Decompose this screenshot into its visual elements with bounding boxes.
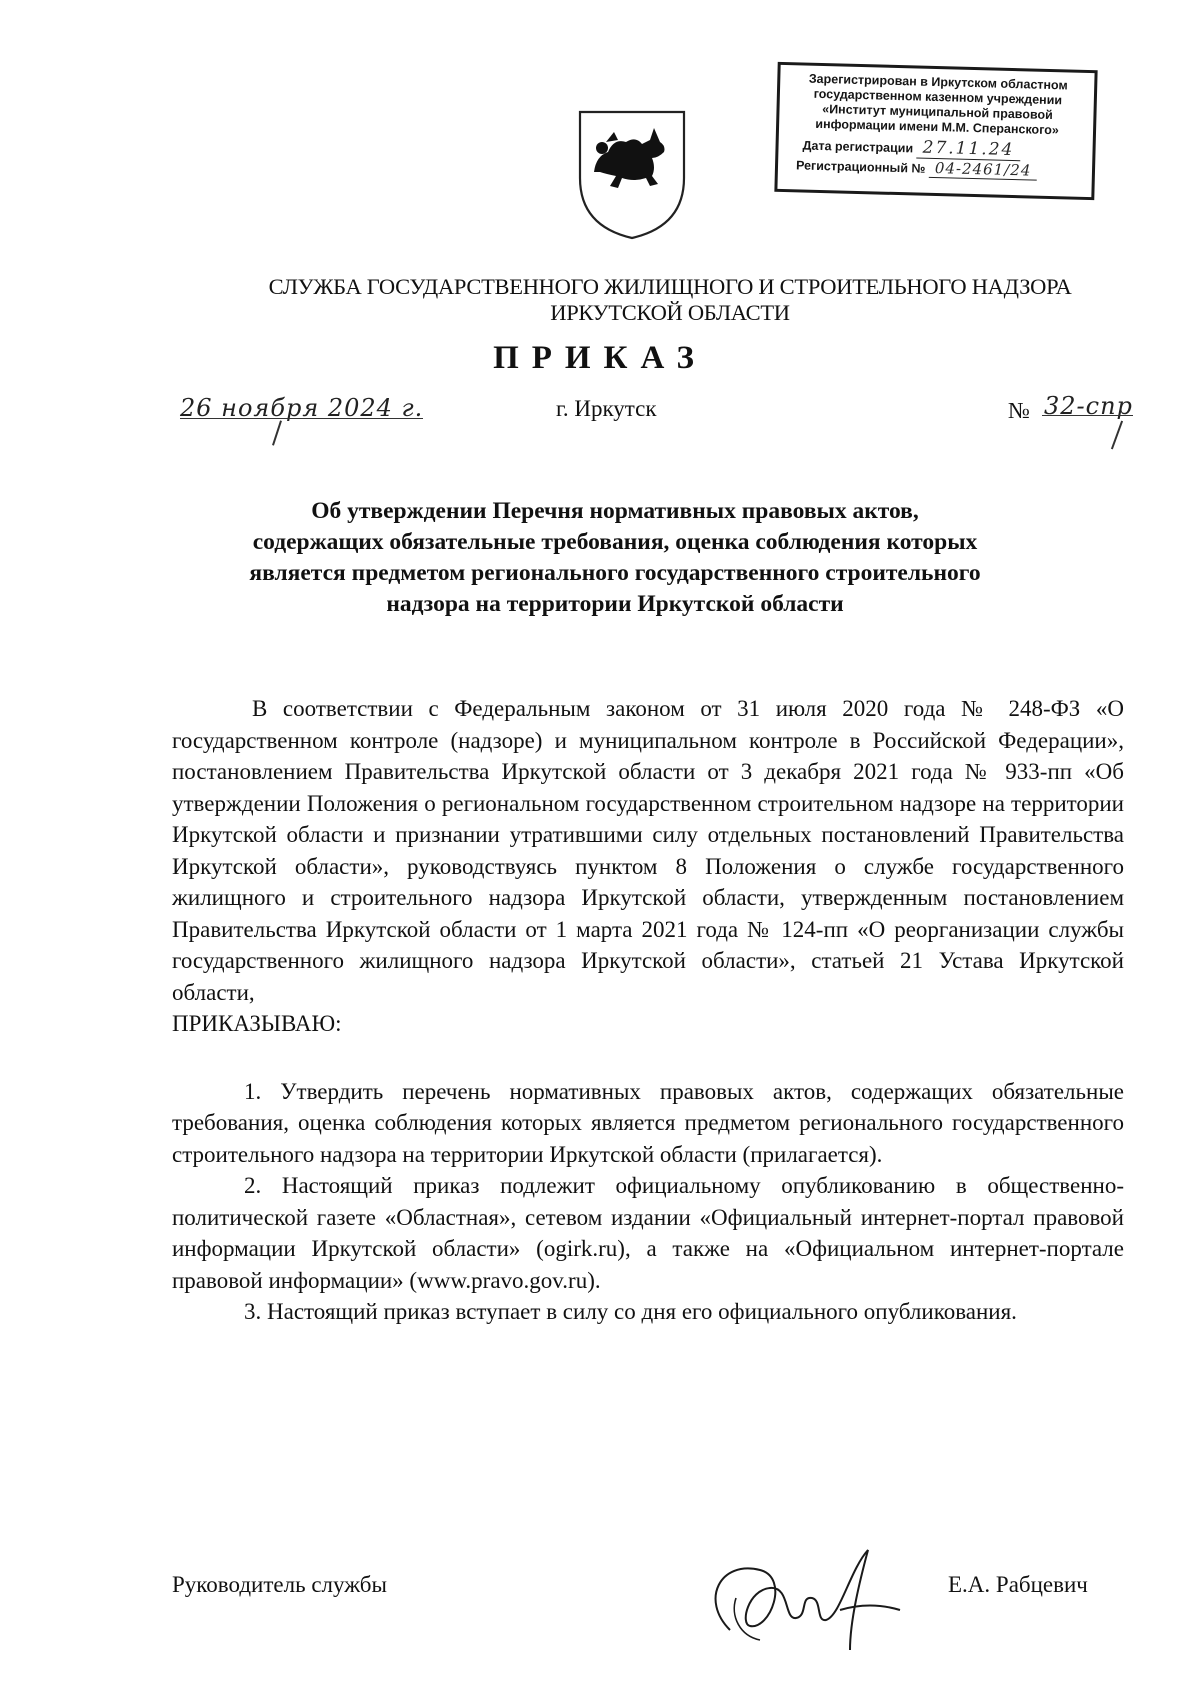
order-items — [172, 1076, 1124, 1328]
order-word: ПРИКАЗЫВАЮ: — [172, 1011, 342, 1036]
handwriting-stroke — [1111, 421, 1123, 450]
heading-line: Об утверждении Перечня нормативных правовых актов, — [311, 498, 919, 524]
registration-stamp — [774, 62, 1097, 200]
preamble-paragraph: В соответствии с Федеральным законом от 31 июля 2020 года № 248-ФЗ «О государственном контроле (надзоре) и муниципальном контроле в Российской Федерации», постановлением Правительства Иркутской области от 3 декабря 2021 года № 933-пп «Об утверждении Положения о региональном государственном строительном надзоре на территории Иркутской области и признании утратившими силу отдельных постановлений Правительства Иркутской области», руководствуясь пунктом 8 Положения о службе государственного жилищного и строительного надзора Иркутской области, утвержденным постановлением Правительства Иркутской области от 1 марта 2021 года № 124-пп «О реорганизации службы государственного жилищного надзора Иркутской области», статьей 21 Устава Иркутской области, — [172, 696, 1124, 1005]
heading-line: содержащих обязательные требования, оценка соблюдения которых — [252, 529, 978, 555]
stamp-date-label: Дата регистрации — [802, 138, 914, 156]
heading-line: надзора на территории Иркутской области — [386, 591, 844, 617]
handwriting-stroke — [272, 420, 282, 445]
stamp-line: государственном казенном учреждении — [813, 86, 1063, 108]
signer-position: Руководитель службы — [172, 1572, 387, 1597]
coat-of-arms-icon — [576, 108, 688, 242]
order-item: 2. Настоящий приказ подлежит официальному опубликованию в общественно-политической газете «Областная», сетевом издании «Официальный интернет-портал правовой информации Иркутской области» (ogirk.ru), а также на «Официальном интернет-портале правовой информации» (www.pravo.gov.ru). — [172, 1173, 1124, 1293]
stamp-line: Зарегистрирован в Иркутском областном — [808, 71, 1068, 93]
document-type: ПРИКАЗ — [493, 340, 707, 376]
stamp-reg-label: Регистрационный № — [795, 158, 926, 176]
stamp-line: «Институт муниципальной правовой — [822, 102, 1053, 123]
order-item: 3. Настоящий приказ вступает в силу со дня его официального опубликования. — [244, 1299, 1017, 1324]
org-line: СЛУЖБА ГОСУДАРСТВЕННОГО ЖИЛИЩНОГО И СТРОИТЕЛЬНОГО НАДЗОРА — [268, 274, 1072, 299]
number-label: № — [1008, 398, 1030, 423]
document-body — [172, 693, 1124, 1328]
city: г. Иркутск — [556, 396, 657, 421]
org-line: ИРКУТСКОЙ ОБЛАСТИ — [550, 300, 790, 325]
stamp-date-value: 27.11.24 — [916, 138, 1020, 162]
signer-name: Е.А. Рабцевич — [948, 1572, 1088, 1597]
document-heading — [150, 496, 1080, 620]
order-number: 32-спр — [1044, 392, 1133, 420]
organization-name — [120, 274, 1200, 326]
order-date: 26 ноября 2024 г. — [180, 394, 424, 422]
handwritten-signature — [700, 1540, 930, 1660]
stamp-reg-value: 04-2461/24 — [929, 159, 1038, 181]
order-item: 1. Утвердить перечень нормативных правовых актов, содержащих обязательные требования, оценка соблюдения которых является предметом регионального государственного строительного надзора на территории Иркутской области (прилагается). — [172, 1078, 1124, 1167]
stamp-line: информации имени М.М. Сперанского» — [815, 116, 1059, 138]
heading-line: является предметом регионального государственного строительного — [249, 560, 981, 586]
